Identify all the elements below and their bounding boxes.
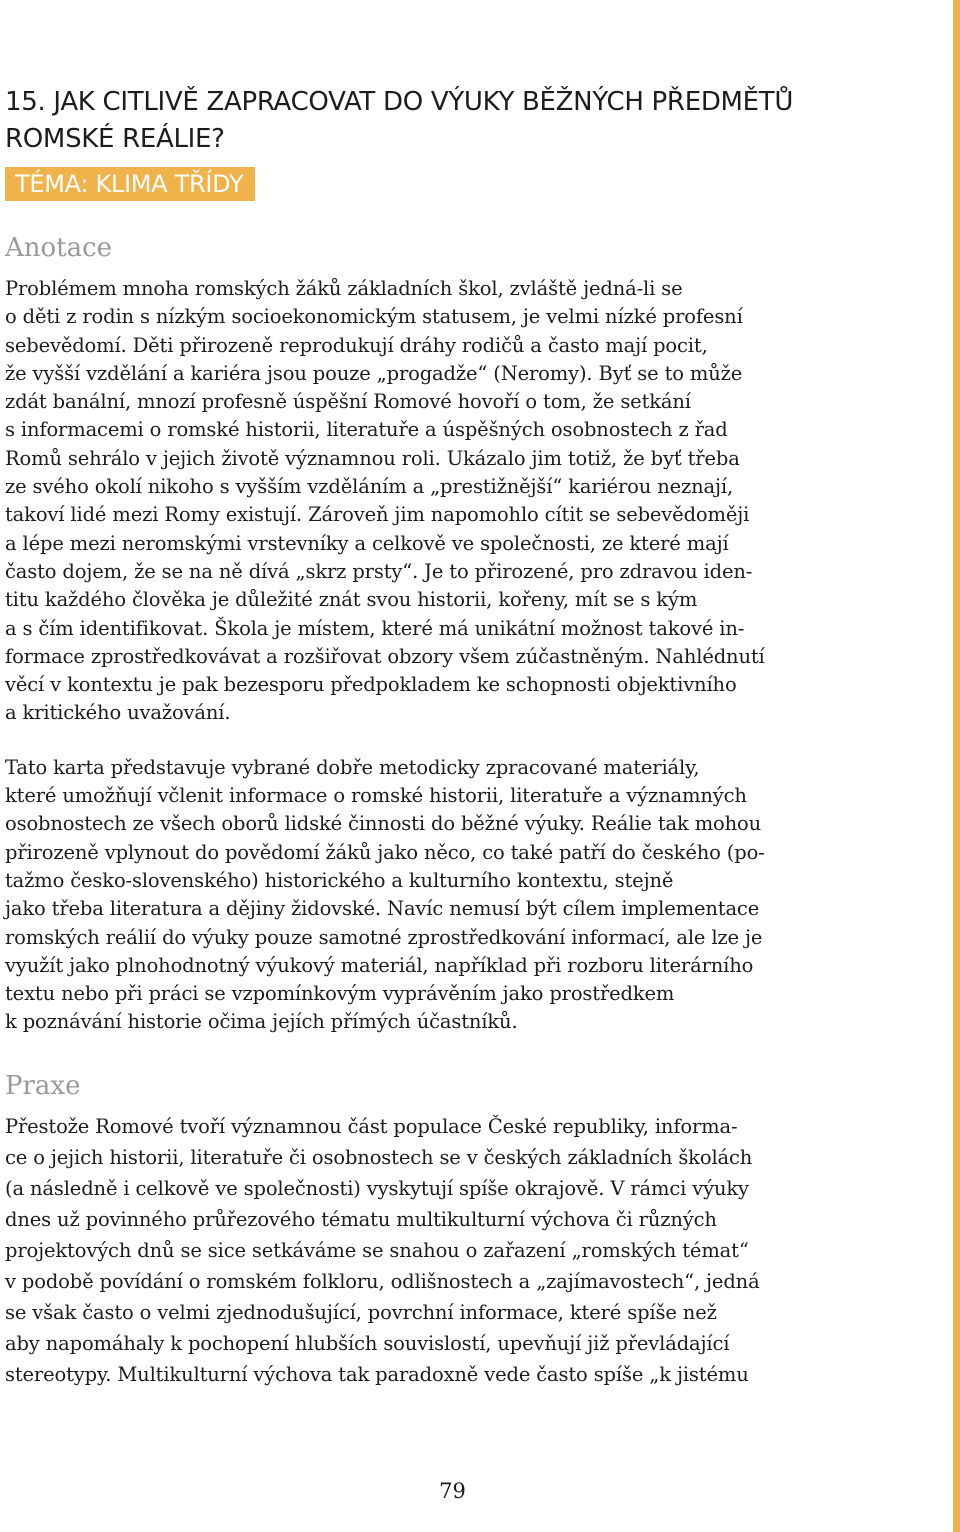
section-heading-anotace: Anotace (5, 233, 113, 263)
anotace-paragraph-1: Problémem mnoha romských žáků základních škol, zvláště jedná-li se o děti z rodin s nízkým socioekonomickým statusem, je velmi nízké profesní sebevědomí. Děti přirozeně reprodukují dráhy rodičů a často mají pocit, že vyšší vzdělání a kariéra jsou pouze „progadže“ (Neromy). Byť se to může zdát banální, mnozí profesně úspěšní Romové hovoří o tom, že setkání s informacemi o romské historii, literatuře a úspěšných osobnostech z řad Romů sehrálo v jejich životě významnou roli. Ukázalo jim totiž, že byť třeba ze svého okolí nikoho s vyšším vzděláním a „prestižnější“ kariérou neznají, takoví lidé mezi Romy existují. Zároveň jim napomohlo cítit se sebevědoměji a lépe mezi neromskými vrstevníky a celkově ve společnosti, ze které mají často dojem, že se na ně dívá „skrz prsty“. Je to přirozené, pro zdravou iden- titu každého člověka je důležité znát svou historii, kořeny, mít se s kým a s čím identifikovat. Škola je místem, které má unikátní možnost takové in- formace zprostředkovávat a rozšiřovat obzory všem zúčastněným. Nahlédnutí věcí v kontextu je pak bezesporu předpokladem ke schopnosti objektivního a kritického uvažování. (5, 277, 765, 725)
chapter-title: 15. JAK CITLIVĚ ZAPRACOVAT DO VÝUKY BĚŽNÝCH PŘEDMĚTŮ ROMSKÉ REÁLIE? (5, 87, 794, 154)
page-content (5, 84, 905, 1390)
section-heading-praxe: Praxe (5, 1070, 81, 1101)
praxe-paragraph-1: Přestože Romové tvoří významnou část populace České republiky, informa- ce o jejich historii, literatuře či osobnostech se v českých základních školách (a následně i celkově ve společnosti) vyskytují spíše okrajově. V rámci výuky dnes už povinného průřezového tématu multikulturní výchova či různých projektových dnů se sice setkáváme se snahou o zařazení „romských témat“ v podobě povídání o romském folkloru, odlišnostech a „zajímavostech“, jedná se však často o velmi zjednodušující, povrchní informace, které spíše než aby napomáhaly k pochopení hlubších souvislostí, upevňují již převládající stereotypy. Multikulturní výchova tak paradoxně vede často spíše „k jistému (5, 1114, 760, 1386)
accent-side-bar (953, 0, 960, 1532)
anotace-paragraph-2: Tato karta představuje vybrané dobře metodicky zpracované materiály, které umožňují včlenit informace o romské historii, literatuře a významných osobnostech ze všech oborů lidské činnosti do běžné výuky. Reálie tak mohou přirozeně vplynout do povědomí žáků jako něco, co také patří do českého (po- tažmo česko-slovenského) historického a kulturního kontextu, stejně jako třeba literatura a dějiny židovské. Navíc nemusí být cílem implementace romských reálií do výuky pouze samotné zprostředkování informací, ale lze je využít jako plnohodnotný výukový materiál, například při rozboru literárního textu nebo při práci se vzpomínkovým vyprávěním jako prostředkem k poznávání historie očima jejích přímých účastníků. (5, 755, 765, 1034)
page-number: 79 (439, 1479, 466, 1503)
topic-label: TÉMA: KLIMA TŘÍDY (5, 167, 255, 201)
